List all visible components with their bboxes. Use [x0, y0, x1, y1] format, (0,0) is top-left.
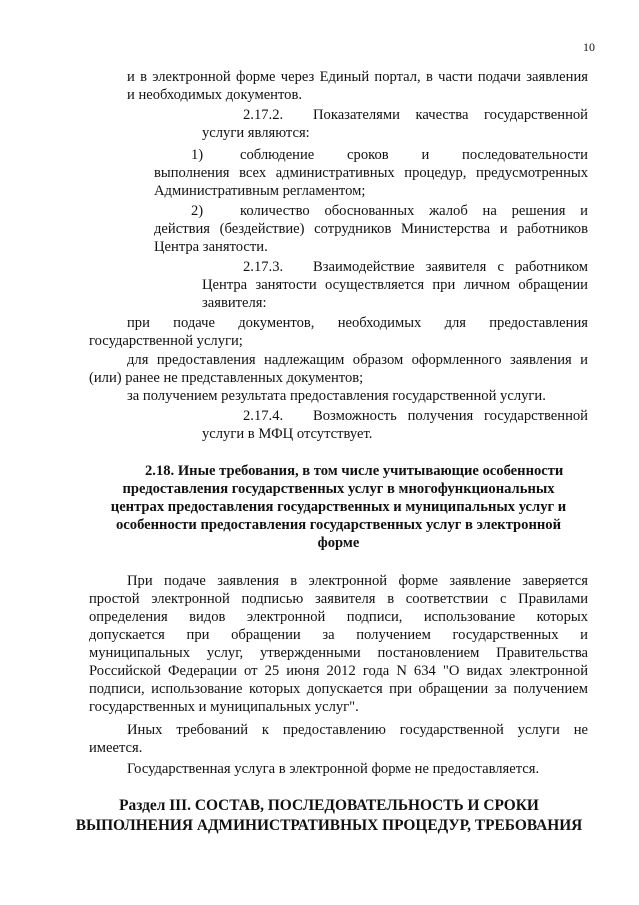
text-line: допускается при обращении за получением государственных и [89, 627, 588, 643]
text-line: Административным регламентом; [154, 183, 366, 199]
section-heading: предоставления государственных услуг в многофункциональных [122, 481, 555, 497]
text-line: Центра занятости. [154, 239, 268, 255]
text-line: (или) ранее не представленных документов; [89, 370, 364, 386]
text-line: и в электронной форме через Единый портал, в части подачи заявления [127, 69, 588, 85]
text-line: государственных и муниципальных услуг". [89, 699, 359, 715]
page-number: 10 [583, 40, 595, 54]
list-number: 1) [191, 147, 204, 163]
text-line: при подаче документов, необходимых для предоставления [127, 315, 588, 331]
text-line: услуги в МФЦ отсутствует. [202, 426, 373, 442]
text-line: Возможность получения государственной [313, 408, 588, 424]
item-number: 2.17.4. [243, 408, 284, 424]
text-line: Показателями качества государственной [313, 107, 588, 123]
section-heading: особенности предоставления государственных услуг в электронной [116, 517, 561, 533]
part-heading: ВЫПОЛНЕНИЯ АДМИНИСТРАТИВНЫХ ПРОЦЕДУР, ТРЕБОВАНИЯ [75, 817, 583, 834]
item-number: 2.17.2. [243, 107, 284, 123]
text-line: выполнения всех административных процедур, предусмотренных [154, 165, 588, 181]
text-line: муниципальных услуг, утвержденными постановлением Правительства [89, 645, 588, 661]
text-line: и необходимых документов. [127, 87, 303, 103]
text-line: имеется. [89, 740, 143, 756]
text-line: Государственная услуга в электронной форме не предоставляется. [127, 761, 540, 777]
section-heading: форме [317, 535, 360, 551]
section-heading: центрах предоставления государственных и муниципальных услуг и [110, 499, 567, 515]
text-line: определения видов электронной подписи, использование которых [89, 609, 588, 625]
part-heading: Раздел III. СОСТАВ, ПОСЛЕДОВАТЕЛЬНОСТЬ И СРОКИ [119, 797, 539, 814]
text-line: подписи, использование которых допускается при обращении за получением [89, 681, 588, 697]
list-number: 2) [191, 203, 204, 219]
text-line: Взаимодействие заявителя с работником [313, 259, 588, 275]
text-line: количество обоснованных жалоб на решения и [240, 203, 588, 219]
text-line: простой электронной подписью заявителя в соответствии с Правилами [89, 591, 588, 607]
item-number: 2.17.3. [243, 259, 284, 275]
text-line: соблюдение сроков и последовательности [240, 147, 588, 163]
text-line: для предоставления надлежащим образом оформленного заявления и [127, 352, 588, 368]
text-line: заявителя: [202, 295, 267, 311]
text-line: государственной услуги; [89, 333, 243, 349]
text-line: за получением результата предоставления государственной услуги. [127, 388, 546, 404]
text-line: Иных требований к предоставлению государственной услуги не [127, 722, 588, 738]
text-line: действия (бездействие) сотрудников Министерства и работников [154, 221, 588, 237]
text-line: При подаче заявления в электронной форме заявление заверяется [127, 573, 588, 589]
text-line: услуги являются: [202, 125, 310, 141]
section-heading: 2.18. Иные требования, в том числе учитывающие особенности [145, 463, 564, 479]
text-line: Российской Федерации от 25 июня 2012 года N 634 "О видах электронной [89, 663, 588, 679]
text-line: Центра занятости осуществляется при личном обращении [202, 277, 588, 293]
